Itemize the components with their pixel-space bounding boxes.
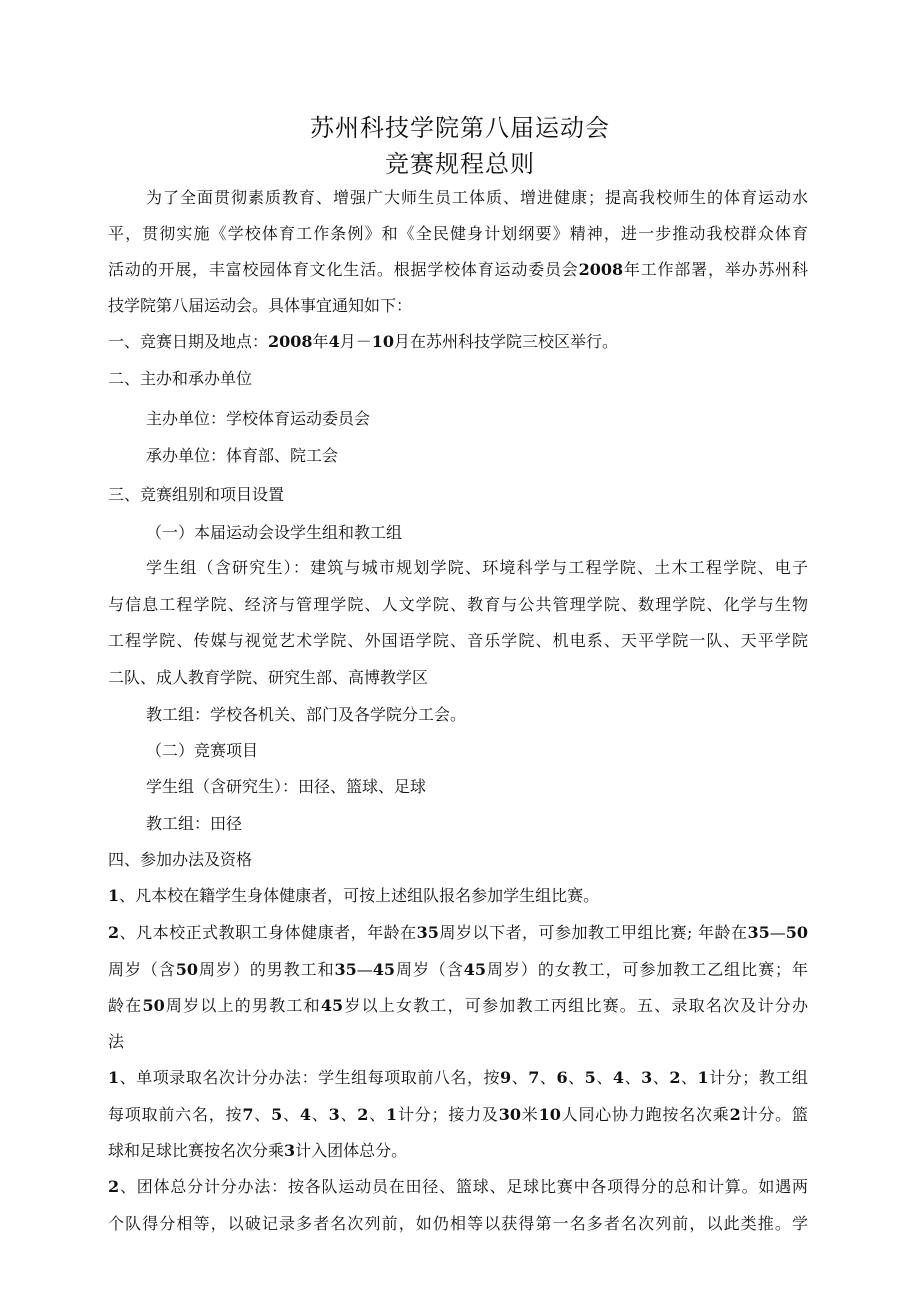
eligibility-item: 法 <box>108 1032 125 1051</box>
host-unit: 主办单位：学校体育运动委员会 <box>146 409 371 428</box>
scoring-item: 球和足球比赛按名次分乘3计入团体总分。 <box>108 1141 408 1160</box>
section-heading-date: 一、竞赛日期及地点：2008年4月－10月在苏州科技学院三校区举行。 <box>108 332 618 351</box>
eligibility-item: 2、凡本校正式教职工身体健康者，年龄在35周岁以下者，可参加教工甲组比赛; 年龄在35—50 <box>108 923 808 942</box>
subsection-groups: （一）本届运动会设学生组和教工组 <box>146 523 403 542</box>
scoring-item: 每项取前六名，按7、5、4、3、2、1计分；接力及30米10人同心协力跑按名次乘2计分。篮 <box>108 1105 808 1124</box>
scoring-item: 1、单项录取名次计分办法：学生组每项取前八名，按9、7、6、5、4、3、2、1计分；教工组 <box>108 1068 808 1087</box>
student-group-line: 学生组（含研究生）：建筑与城市规划学院、环境科学与工程学院、土木工程学院、电子 <box>146 558 808 577</box>
subsection-events: （二）竞赛项目 <box>146 741 259 760</box>
student-events: 学生组（含研究生）：田径、篮球、足球 <box>146 777 427 796</box>
intro-line: 为了全面贯彻素质教育、增强广大师生员工体质、增进健康；提高我校师生的体育运动水 <box>146 188 808 207</box>
team-scoring-item: 个队得分相等，以破记录多者名次列前，如仍相等以获得第一名多者名次列前，以此类推。学 <box>108 1214 808 1233</box>
student-group-line: 工程学院、传媒与视觉艺术学院、外国语学院、音乐学院、机电系、天平学院一队、天平学院 <box>108 631 808 650</box>
student-group-line: 二队、成人教育学院、研究生部、高博教学区 <box>108 668 429 687</box>
staff-events: 教工组：田径 <box>146 814 243 833</box>
student-group-line: 与信息工程学院、经济与管理学院、人文学院、教育与公共管理学院、数理学院、化学与生物 <box>108 595 808 614</box>
section-heading-groups: 三、竞赛组别和项目设置 <box>108 485 285 504</box>
document-subtitle: 竞赛规程总则 <box>385 150 535 178</box>
intro-line: 平，贯彻实施《学校体育工作条例》和《全民健身计划纲要》精神，进一步推动我校群众体育 <box>108 224 808 243</box>
staff-group: 教工组：学校各机关、部门及各学院分工会。 <box>146 705 467 724</box>
eligibility-item: 龄在50周岁以上的男教工和45岁以上女教工，可参加教工丙组比赛。五、录取名次及计分办 <box>108 996 808 1015</box>
eligibility-item: 周岁（含50周岁）的男教工和35—45周岁（含45周岁）的女教工，可参加教工乙组比赛；年 <box>108 960 808 979</box>
section-heading-organizers: 二、主办和承办单位 <box>108 369 253 388</box>
intro-line: 技学院第八届运动会。具体事宜通知如下： <box>108 296 413 315</box>
section-heading-eligibility: 四、参加办法及资格 <box>108 850 253 869</box>
organizer-unit: 承办单位：体育部、院工会 <box>146 446 339 465</box>
eligibility-item: 1、凡本校在籍学生身体健康者，可按上述组队报名参加学生组比赛。 <box>108 886 600 905</box>
team-scoring-item: 2、团体总分计分办法：按各队运动员在田径、篮球、足球比赛中各项得分的总和计算。如遇两 <box>108 1177 808 1196</box>
document-title: 苏州科技学院第八届运动会 <box>310 114 610 142</box>
intro-line: 活动的开展，丰富校园体育文化生活。根据学校体育运动委员会2008年工作部署，举办苏州科 <box>108 260 808 279</box>
